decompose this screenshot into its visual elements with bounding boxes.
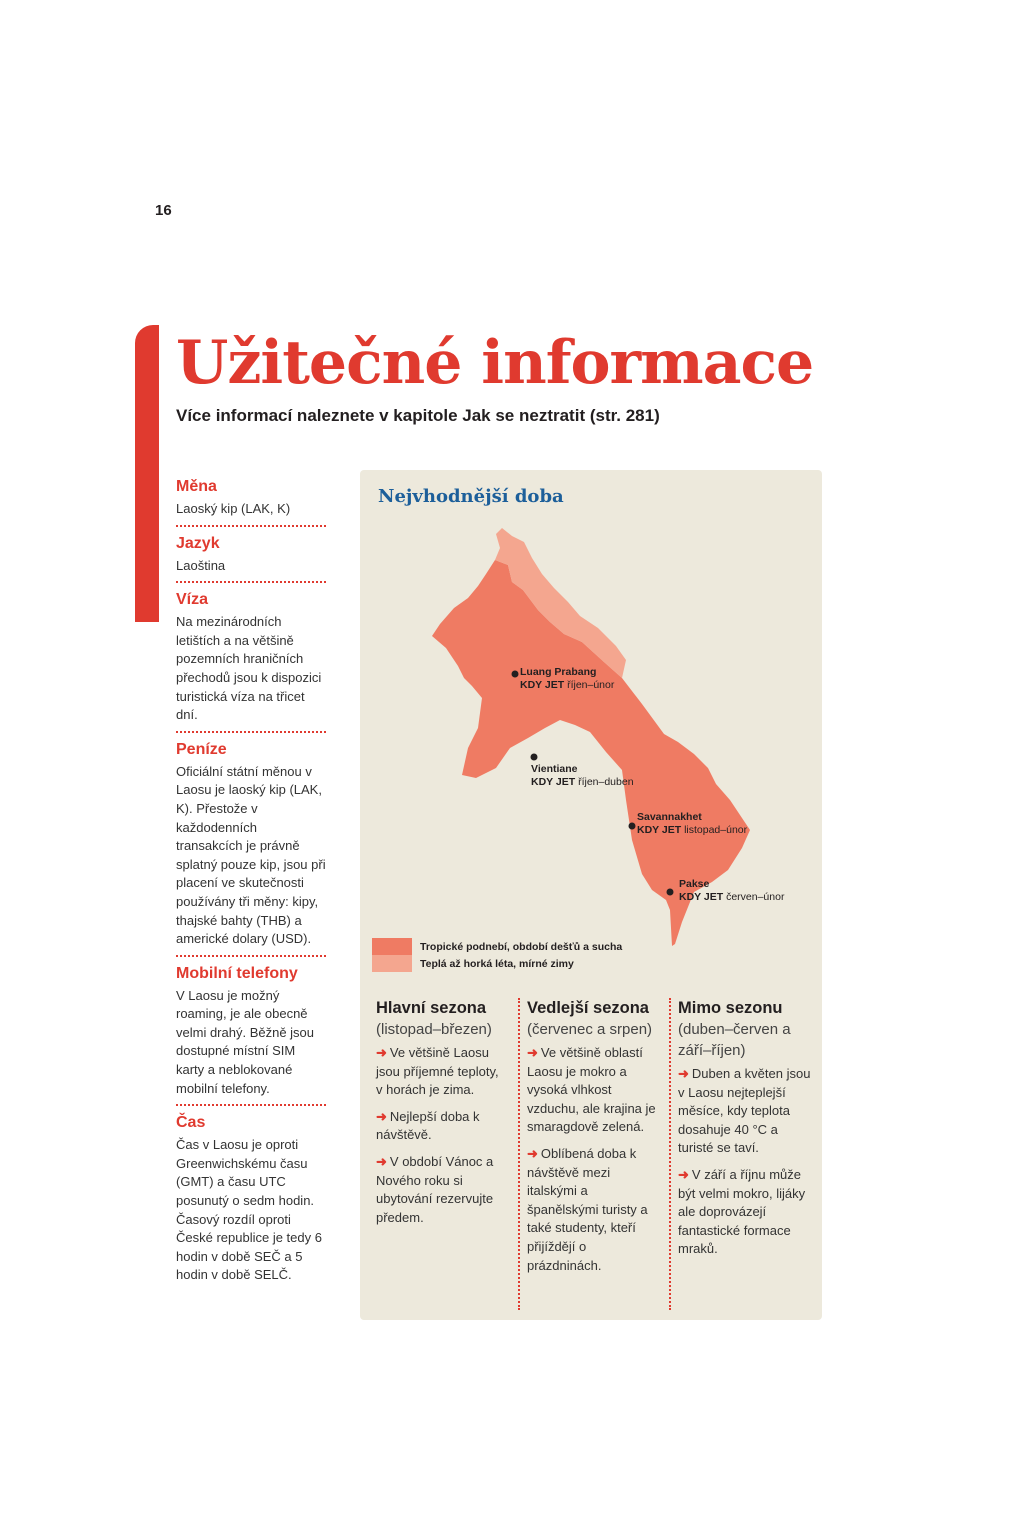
- arrow-icon: ➜: [678, 1066, 689, 1081]
- info-heading: Jazyk: [176, 534, 220, 552]
- season-low: [678, 998, 812, 1310]
- page-subtitle: Více informací naleznete v kapitole Jak se neztratit (str. 281): [176, 406, 660, 425]
- arrow-icon: ➜: [678, 1166, 689, 1182]
- city-dot-vientiane: [531, 754, 538, 761]
- info-language: [176, 535, 326, 584]
- city-label-pakse: [679, 878, 784, 904]
- info-text: Na mezinárodních letištích a na většině pozemních hraničních přechodů jsou k dispozici turistická víza na třicet dní.: [176, 614, 322, 723]
- arrow-icon: ➜: [527, 1045, 538, 1060]
- city-when: říjen–duben: [578, 776, 634, 788]
- info-text: Laoština: [176, 557, 226, 573]
- season-bullet: ➜ Ve většině Laosu jsou příjemné teploty, v horách je zima.: [376, 1045, 499, 1098]
- info-text: V Laosu je možný roaming, je ale obecně velmi drahý. Běžně jsou dostupné místní SIM karty a neblokované mobilní telefony.: [176, 987, 315, 1096]
- info-heading: Peníze: [176, 740, 227, 758]
- legend-label: Tropické podnebí, období dešťů a sucha: [420, 940, 623, 953]
- arrow-icon: ➜: [527, 1145, 538, 1161]
- city-name: Luang Prabang: [520, 666, 597, 678]
- city-label-luang-prabang: [520, 666, 614, 692]
- info-currency: [176, 478, 326, 527]
- city-name: Pakse: [679, 878, 710, 890]
- info-mobile: [176, 965, 326, 1107]
- legend-label: Teplá až horká léta, mírné zimy: [420, 957, 574, 970]
- city-kdy: KDY JET: [531, 776, 576, 788]
- city-dot-savannakhet: [629, 823, 636, 830]
- city-name: Savannakhet: [637, 811, 702, 823]
- season-high: [376, 998, 508, 1310]
- city-kdy: KDY JET: [520, 679, 565, 691]
- info-heading: Víza: [176, 591, 209, 609]
- red-tab-marker: [135, 325, 159, 622]
- laos-map: [360, 470, 822, 990]
- legend-item-tropical: [372, 938, 622, 955]
- season-title: Hlavní sezona: [376, 999, 487, 1017]
- season-bullet: ➜ Duben a květen jsou v Laosu nejteplejší měsíce, kdy teplota dosahuje 40 °C a turisté se taví.: [678, 1066, 811, 1156]
- city-label-vientiane: [531, 763, 634, 789]
- season-range: (duben–červen a září–říjen): [678, 1021, 791, 1059]
- season-range: (listopad–březen): [376, 1021, 492, 1038]
- city-when: červen–únor: [726, 891, 785, 903]
- season-shoulder: [527, 998, 659, 1310]
- sidebar: [176, 478, 326, 1299]
- info-heading: Mobilní telefony: [176, 964, 298, 982]
- seasons: [374, 998, 814, 1314]
- season-title: Mimo sezonu: [678, 999, 783, 1017]
- info-visa: [176, 591, 326, 733]
- season-bullet: ➜ Ve většině oblastí Laosu je mokro a vysoká vlhkost vzduchu, ale krajina je smaragdově zelená.: [527, 1045, 656, 1135]
- city-kdy: KDY JET: [637, 824, 682, 836]
- legend-swatch: [372, 938, 412, 955]
- legend-swatch: [372, 955, 412, 972]
- map-legend: [372, 938, 622, 972]
- city-dot-luang-prabang: [512, 671, 519, 678]
- city-label-savannakhet: [637, 811, 747, 837]
- arrow-icon: ➜: [376, 1045, 387, 1060]
- city-dot-pakse: [667, 889, 674, 896]
- info-time: [176, 1114, 326, 1291]
- season-bullet: ➜ V září a říjnu může být velmi mokro, lijáky ale doprovázejí fantastické formace mraků.: [678, 1166, 806, 1257]
- best-time-panel: [360, 470, 822, 1320]
- page-number: 16: [155, 202, 172, 219]
- city-when: říjen–únor: [567, 679, 615, 691]
- city-name: Vientiane: [531, 763, 578, 775]
- season-range: (červenec a srpen): [527, 1021, 653, 1038]
- season-bullet: ➜ V období Vánoc a Nového roku si ubytování rezervujte předem.: [376, 1153, 494, 1225]
- season-bullet: ➜ Oblíbená doba k návštěvě mezi italskými a španělskými turisty a také studenty, kteří přijíždějí o prázdninách.: [527, 1145, 648, 1273]
- city-kdy: KDY JET: [679, 891, 724, 903]
- info-money: [176, 741, 326, 957]
- season-bullet: ➜ Nejlepší doba k návštěvě.: [376, 1108, 480, 1143]
- arrow-icon: ➜: [376, 1108, 387, 1124]
- info-text: Laoský kip (LAK, K): [176, 501, 291, 516]
- page-title: Užitečné informace: [176, 328, 814, 398]
- season-divider: [669, 998, 671, 1310]
- info-text: Oficiální státní měnou v Laosu je laoský kip (LAK, K). Přestože v každodenních transakcích je právně splatný pouze kip, jsou při placení ve skutečnosti používány tři měny: kipy, thajské bahty (THB) a americké dolary (USD).: [176, 763, 326, 947]
- season-title: Vedlejší sezona: [527, 999, 649, 1017]
- panel-title: Nejvhodnější doba: [378, 486, 564, 507]
- info-heading: Čas: [176, 1114, 206, 1132]
- info-heading: Měna: [176, 478, 217, 495]
- season-divider: [518, 998, 520, 1310]
- legend-item-temperate: [372, 955, 622, 972]
- city-when: listopad–únor: [684, 824, 748, 836]
- info-text: Čas v Laosu je oproti Greenwichskému času (GMT) a času UTC posunutý o sedm hodin. Časový rozdíl oproti České republice je tedy 6 hodin v době SEČ a 5 hodin v době SELČ.: [176, 1137, 322, 1283]
- arrow-icon: ➜: [376, 1153, 387, 1169]
